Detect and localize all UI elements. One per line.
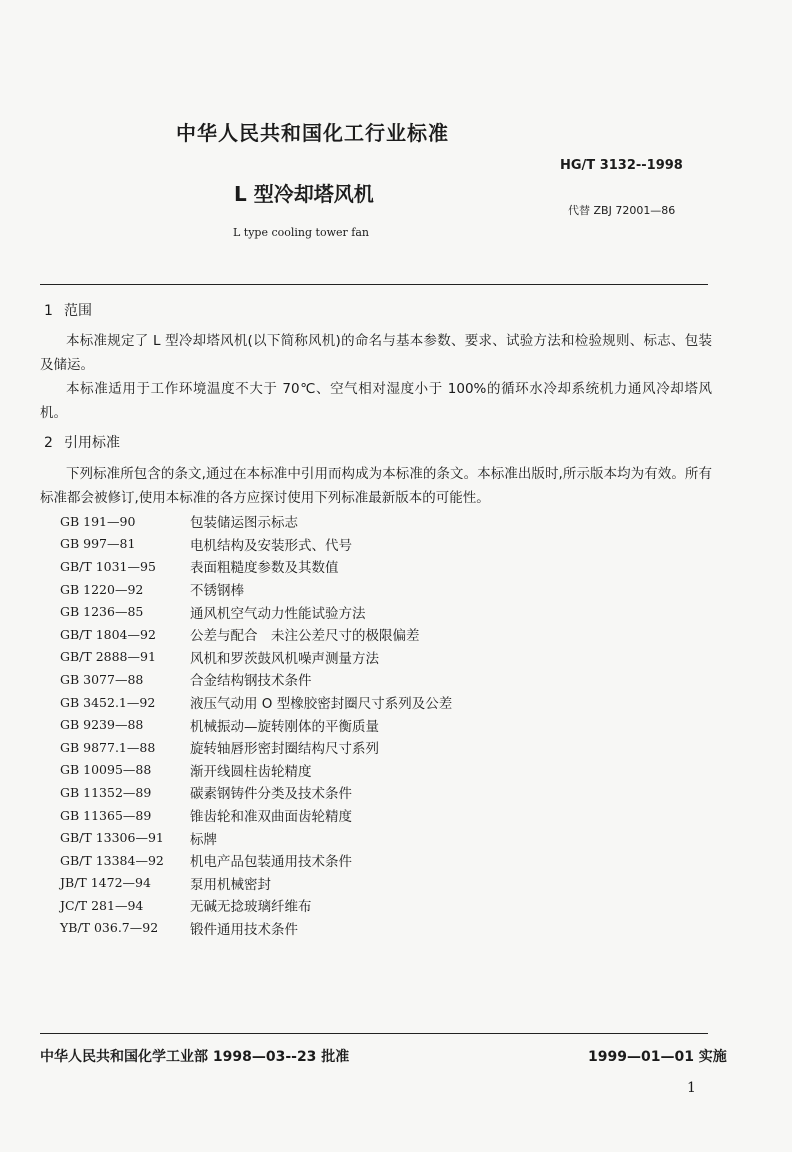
reference-name: 表面粗糙度参数及其数值 [190, 560, 339, 577]
reference-list [60, 510, 452, 939]
standard-code: HG/T 3132--1998 [560, 158, 683, 173]
reference-name: 锥齿轮和准双曲面齿轮精度 [190, 809, 352, 826]
reference-code: GB/T 13306—91 [60, 830, 164, 846]
section-number: 2 [44, 435, 53, 451]
section-1-heading [44, 300, 92, 320]
reference-item [60, 736, 452, 759]
reference-item [60, 600, 452, 623]
reference-code: GB 9877.1—88 [60, 739, 156, 755]
replaces-standard: 代替 ZBJ 72001—86 [568, 204, 676, 217]
reference-code: GB/T 2888—91 [60, 649, 156, 665]
document-subtitle-english: L type cooling tower fan [233, 226, 369, 239]
section-2-heading [44, 432, 120, 452]
document-title: L 型冷却塔风机 [234, 182, 374, 206]
reference-item [60, 872, 452, 895]
reference-code: GB 11365—89 [60, 807, 152, 823]
section-title: 引用标准 [64, 435, 120, 451]
reference-item [60, 578, 452, 601]
reference-name: 机械振动—旋转刚体的平衡质量 [190, 718, 379, 735]
scope-paragraph-2: 本标准适用于工作环境温度不大于 70℃、空气相对湿度小于 100%的循环水冷却系统机力通风冷却塔风机。 [40, 381, 712, 421]
reference-code: GB 9239—88 [60, 717, 144, 733]
reference-code: GB 1236—85 [60, 604, 144, 620]
reference-item [60, 894, 452, 917]
reference-code: GB/T 1804—92 [60, 626, 156, 642]
reference-item [60, 533, 452, 556]
reference-code: GB 997—81 [60, 536, 136, 552]
scope-paragraph-1: 本标准规定了 L 型冷却塔风机(以下简称风机)的命名与基本参数、要求、试验方法和检验规则、标志、包装及储运。 [40, 333, 712, 373]
references-intro: 下列标准所包含的条文,通过在本标准中引用而构成为本标准的条文。本标准出版时,所示版本均为有效。所有标准都会被修订,使用本标准的各方应探讨使用下列标准最新版本的可能性。 [40, 466, 712, 506]
reference-item [60, 646, 452, 669]
reference-item [60, 691, 452, 714]
reference-item [60, 781, 452, 804]
section-number: 1 [44, 303, 53, 319]
reference-code: GB 191—90 [60, 513, 136, 529]
reference-name: 泵用机械密封 [190, 876, 271, 893]
reference-item [60, 759, 452, 782]
reference-name: 风机和罗茨鼓风机噪声测量方法 [190, 650, 379, 667]
approval-statement: 中华人民共和国化学工业部 1998—03--23 批准 [40, 1049, 350, 1065]
reference-name: 通风机空气动力性能试验方法 [190, 605, 366, 622]
section-title: 范围 [64, 303, 92, 319]
reference-name: 渐开线圆柱齿轮精度 [190, 763, 312, 780]
reference-name: 碳素钢铸件分类及技术条件 [190, 786, 352, 803]
reference-item [60, 623, 452, 646]
reference-code: JC/T 281—94 [60, 897, 144, 913]
reference-name: 包装储运图示标志 [190, 515, 298, 532]
reference-name: 公差与配合 未注公差尺寸的极限偏差 [190, 628, 420, 645]
reference-name: 无碱无捻玻璃纤维布 [190, 899, 312, 916]
reference-item [60, 668, 452, 691]
page-number: 1 [687, 1080, 696, 1096]
reference-code: GB/T 13384—92 [60, 852, 164, 868]
footer-divider [40, 1033, 708, 1034]
reference-name: 合金结构钢技术条件 [190, 673, 312, 690]
reference-item [60, 555, 452, 578]
reference-code: YB/T 036.7—92 [60, 920, 159, 936]
reference-code: GB 10095—88 [60, 762, 152, 778]
reference-code: GB 3077—88 [60, 671, 144, 687]
reference-item [60, 510, 452, 533]
reference-name: 电机结构及安装形式、代号 [190, 537, 352, 554]
reference-code: GB 3452.1—92 [60, 694, 156, 710]
reference-code: GB 1220—92 [60, 581, 144, 597]
header-divider [40, 284, 708, 285]
reference-item [60, 849, 452, 872]
reference-code: GB 11352—89 [60, 784, 152, 800]
reference-item [60, 804, 452, 827]
reference-name: 液压气动用 O 型橡胶密封圈尺寸系列及公差 [190, 696, 453, 713]
reference-name: 不锈钢棒 [190, 583, 244, 600]
effective-date: 1999—01—01 实施 [588, 1049, 727, 1065]
reference-name: 机电产品包装通用技术条件 [190, 854, 352, 871]
reference-name: 旋转轴唇形密封圈结构尺寸系列 [190, 741, 379, 758]
reference-item [60, 826, 452, 849]
reference-code: GB/T 1031—95 [60, 558, 156, 574]
reference-item [60, 713, 452, 736]
reference-name: 标牌 [190, 831, 217, 848]
reference-code: JB/T 1472—94 [60, 875, 151, 891]
reference-item [60, 917, 452, 940]
issuing-body-title: 中华人民共和国化工行业标准 [176, 121, 449, 145]
reference-name: 锻件通用技术条件 [190, 921, 298, 938]
